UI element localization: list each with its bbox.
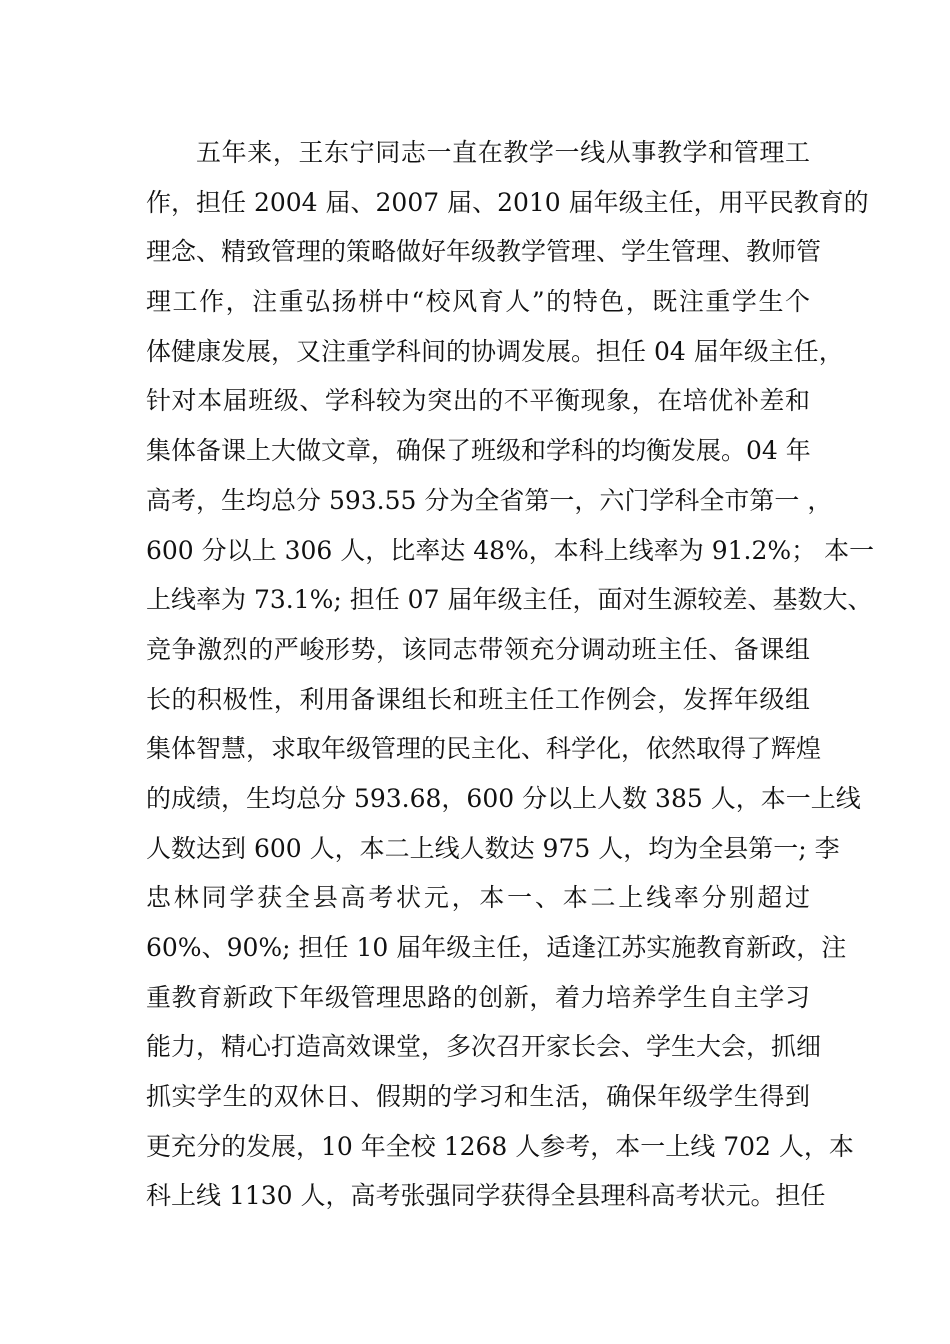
text-line: 作，担任 2004 届、2007 届、2010 届年级主任，用平民教育的 (146, 187, 869, 217)
text-line: 五年来，王东宁同志一直在教学一线从事教学和管理工 (196, 138, 810, 167)
text-line: 600 分以上 306 人，比率达 48%，本科上线率为 91.2%； 本一 (146, 535, 875, 565)
text-line: 科上线 1130 人，高考张强同学获得全县理科高考状元。担任 (146, 1181, 826, 1211)
text-line: 理工作，注重弘扬栟中“校风育人”的特色，既注重学生个 (146, 287, 810, 317)
text-line: 重教育新政下年级管理思路的创新，着力培养学生自主学习 (146, 982, 810, 1012)
text-line: 集体备课上大做文章，确保了班级和学科的均衡发展。04 年 (146, 436, 811, 466)
text-line: 集体智慧，求取年级管理的民主化、科学化，依然取得了辉煌 (146, 734, 822, 764)
text-line: 60%、90%; 担任 10 届年级主任，适逢江苏实施教育新政，注 (146, 933, 847, 962)
text-line: 竞争激烈的严峻形势，该同志带领充分调动班主任、备课组 (146, 634, 810, 664)
text-line: 抓实学生的双休日、假期的学习和生活，确保年级学生得到 (146, 1082, 810, 1112)
body-paragraph (146, 128, 875, 1221)
text-line: 的成绩，生均总分 593.68，600 分以上人数 385 人，本一上线 (146, 783, 861, 813)
text-line: 高考，生均总分 593.55 分为全省第一，六门学科全市第一 ， (146, 485, 833, 515)
text-line: 更充分的发展，10 年全校 1268 人参考，本一上线 702 人，本 (146, 1131, 854, 1161)
text-line: 能力，精心打造高效课堂，多次召开家长会、学生大会，抓细 (146, 1032, 822, 1062)
text-line: 理念、精致管理的策略做好年级教学管理、学生管理、教师管 (146, 237, 822, 267)
text-line: 上线率为 73.1%; 担任 07 届年级主任，面对生源较差、基数大、 (146, 585, 873, 615)
text-line: 针对本届班级、学科较为突出的不平衡现象，在培优补差和 (146, 386, 810, 416)
text-line: 体健康发展，又注重学科间的协调发展。担任 04 届年级主任， (146, 336, 844, 366)
text-line: 长的积极性，利用备课组长和班主任工作例会，发挥年级组 (146, 684, 810, 714)
text-line: 人数达到 600 人，本二上线人数达 975 人，均为全县第一; 李 (146, 833, 840, 863)
text-line: 忠林同学获全县高考状元，本一、本二上线率分别超过 (146, 883, 810, 913)
